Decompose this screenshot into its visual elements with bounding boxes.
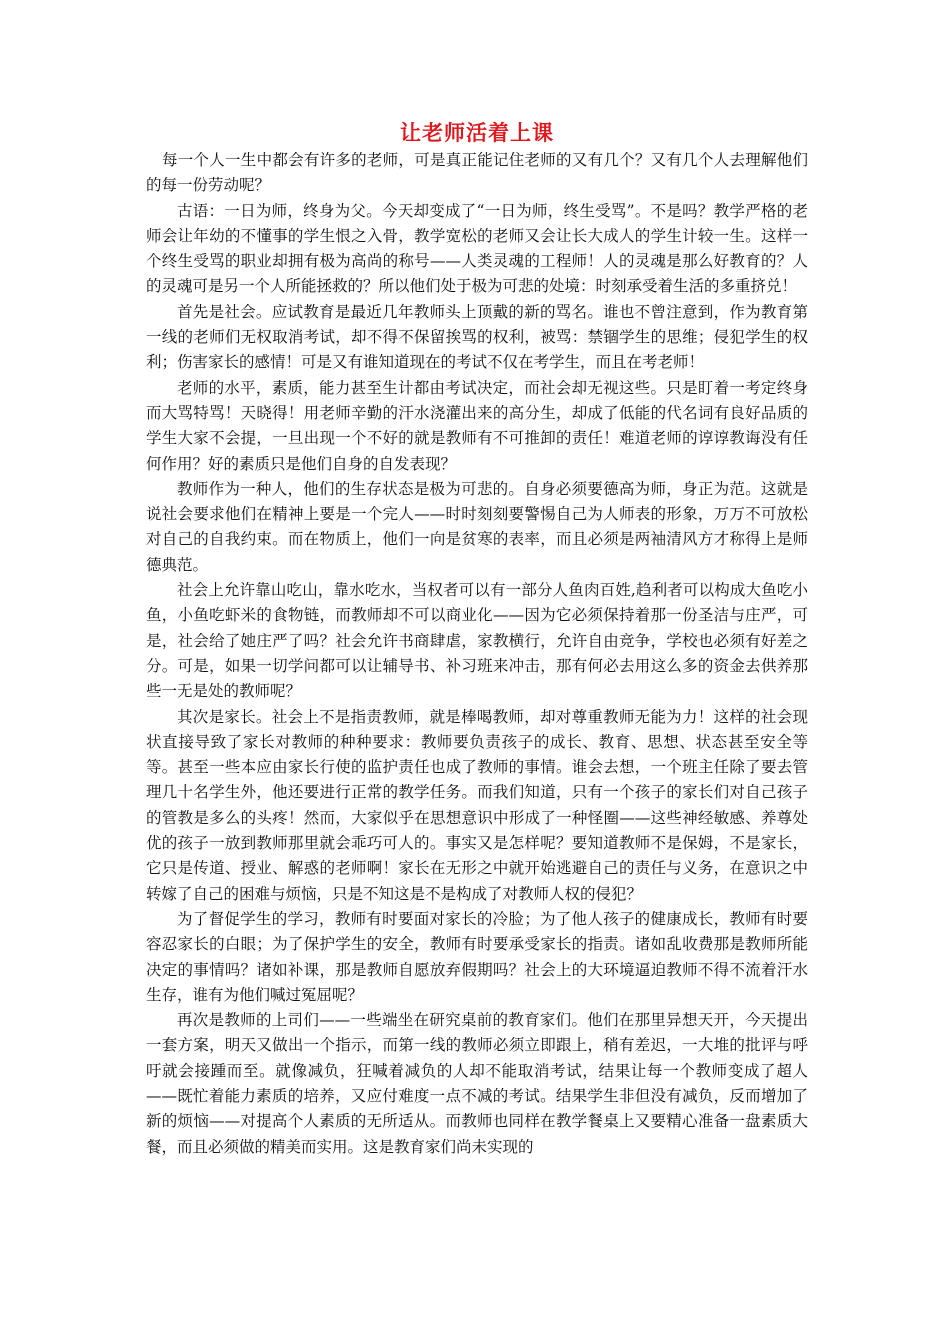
paragraph: 为了督促学生的学习，教师有时要面对家长的冷脸；为了他人孩子的健康成长，教师有时要容忍家长的白眼；为了保护学生的安全，教师有时要承受家长的指责。诸如乱收费那是教师所能决定的事情吗？诸如补课，那是教师自愿放弃假期吗？社会上的大环境逼迫教师不得不流着汗水生存，谁有为他们喊过冤屈呢？ xyxy=(146,909,808,1004)
paragraph: 古语：一日为师，终身为父。今天却变成了“一日为师，终生受骂”。不是吗？教学严格的老师会让年幼的不懂事的学生恨之入骨，教学宽松的老师又会让长大成人的学生计较一生。这样一个终生受骂的职业却拥有极为高尚的称号——人类灵魂的工程师！人的灵魂是那么好教育的？人的灵魂可是另一个人所能拯救的？所以他们处于极为可悲的处境：时刻承受着生活的多重挤兑！ xyxy=(146,201,808,296)
paragraph: 再次是教师的上司们——一些端坐在研究桌前的教育家们。他们在那里异想天开，今天提出一套方案，明天又做出一个指示，而第一线的教师必须立即跟上，稍有差迟，一大堆的批评与呼吁就会接踵而至。就像减负，狂喊着减负的人却不能取消考试，结果让每一个教师变成了超人——既忙着能力素质的培养，又应付难度一点不减的考试。结果学生非但没有减负，反而增加了新的烦恼——对提高个人素质的无所适从。而教师也同样在教学餐桌上又要精心准备一盘素质大餐，而且必须做的精美而实用。这是教育家们尚未实现的 xyxy=(146,1011,808,1156)
paragraph: 社会上允许靠山吃山，靠水吃水，当权者可以有一部分人鱼肉百姓,趋利者可以构成大鱼吃小鱼，小鱼吃虾米的食物链，而教师却不可以商业化——因为它必须保持着那一份圣洁与庄严，可是，社会给了她庄严了吗？社会允许书商肆虐，家教横行，允许自由竞争，学校也必须有好差之分。可是，如果一切学问都可以让辅导书、补习班来冲击，那有何必去用这么多的资金去供养那些一无是处的教师呢？ xyxy=(146,581,808,701)
paragraph: 其次是家长。社会上不是指责教师，就是棒喝教师，却对尊重教师无能为力！这样的社会现状直接导致了家长对教师的种种要求：教师要负责孩子的成长、教育、思想、状态甚至安全等等。甚至一些本应由家长行使的监护责任也成了教师的事情。谁会去想，一个班主任除了要去管理几十名学生外，他还要进行正常的教学任务。而我们知道，只有一个孩子的家长们对自己孩子的管教是多么的头疼！然而，大家似乎在思想意识中形成了一种怪圈——这些神经敏感、养尊处优的孩子一放到教师那里就会乖巧可人的。事实又是怎样呢？要知道教师不是保姆，不是家长，它只是传道、授业、解惑的老师啊！家长在无形之中就开始逃避自己的责任与义务，在意识之中转嫁了自己的困难与烦恼，只是不知这是不是构成了对教师人权的侵犯？ xyxy=(146,707,808,903)
paragraph: 教师作为一种人，他们的生存状态是极为可悲的。自身必须要德高为师，身正为范。这就是说社会要求他们在精神上要是一个完人——时时刻刻要警惕自己为人师表的形象，万万不可放松对自己的自我约束。而在物质上，他们一向是贫寒的表率，而且必须是两袖清风方才称得上是师德典范。 xyxy=(146,479,808,574)
document-title: 让老师活着上课 xyxy=(400,120,554,145)
paragraph: 首先是社会。应试教育是最近几年教师头上顶戴的新的骂名。谁也不曾注意到，作为教育第一线的老师们无权取消考试，却不得不保留挨骂的权利，被骂：禁锢学生的思维；侵犯学生的权利；伤害家长的感情！可是又有谁知道现在的考试不仅在考学生，而且在考老师！ xyxy=(146,302,808,372)
paragraph: 每一个人一生中都会有许多的老师，可是真正能记住老师的又有几个？又有几个人去理解他们的每一份劳动呢？ xyxy=(146,151,808,195)
paragraph: 老师的水平，素质，能力甚至生计都由考试决定，而社会却无视这些。只是盯着一考定终身而大骂特骂！天晓得！用老师辛勤的汗水浇灌出来的高分生，却成了低能的代名词有良好品质的学生大家不会提，一旦出现一个不好的就是教师有不可推卸的责任！难道老师的谆谆教诲没有任何作用？好的素质只是他们自身的自发表现？ xyxy=(146,378,808,473)
document-body xyxy=(146,148,808,1160)
document-page xyxy=(146,118,808,1160)
